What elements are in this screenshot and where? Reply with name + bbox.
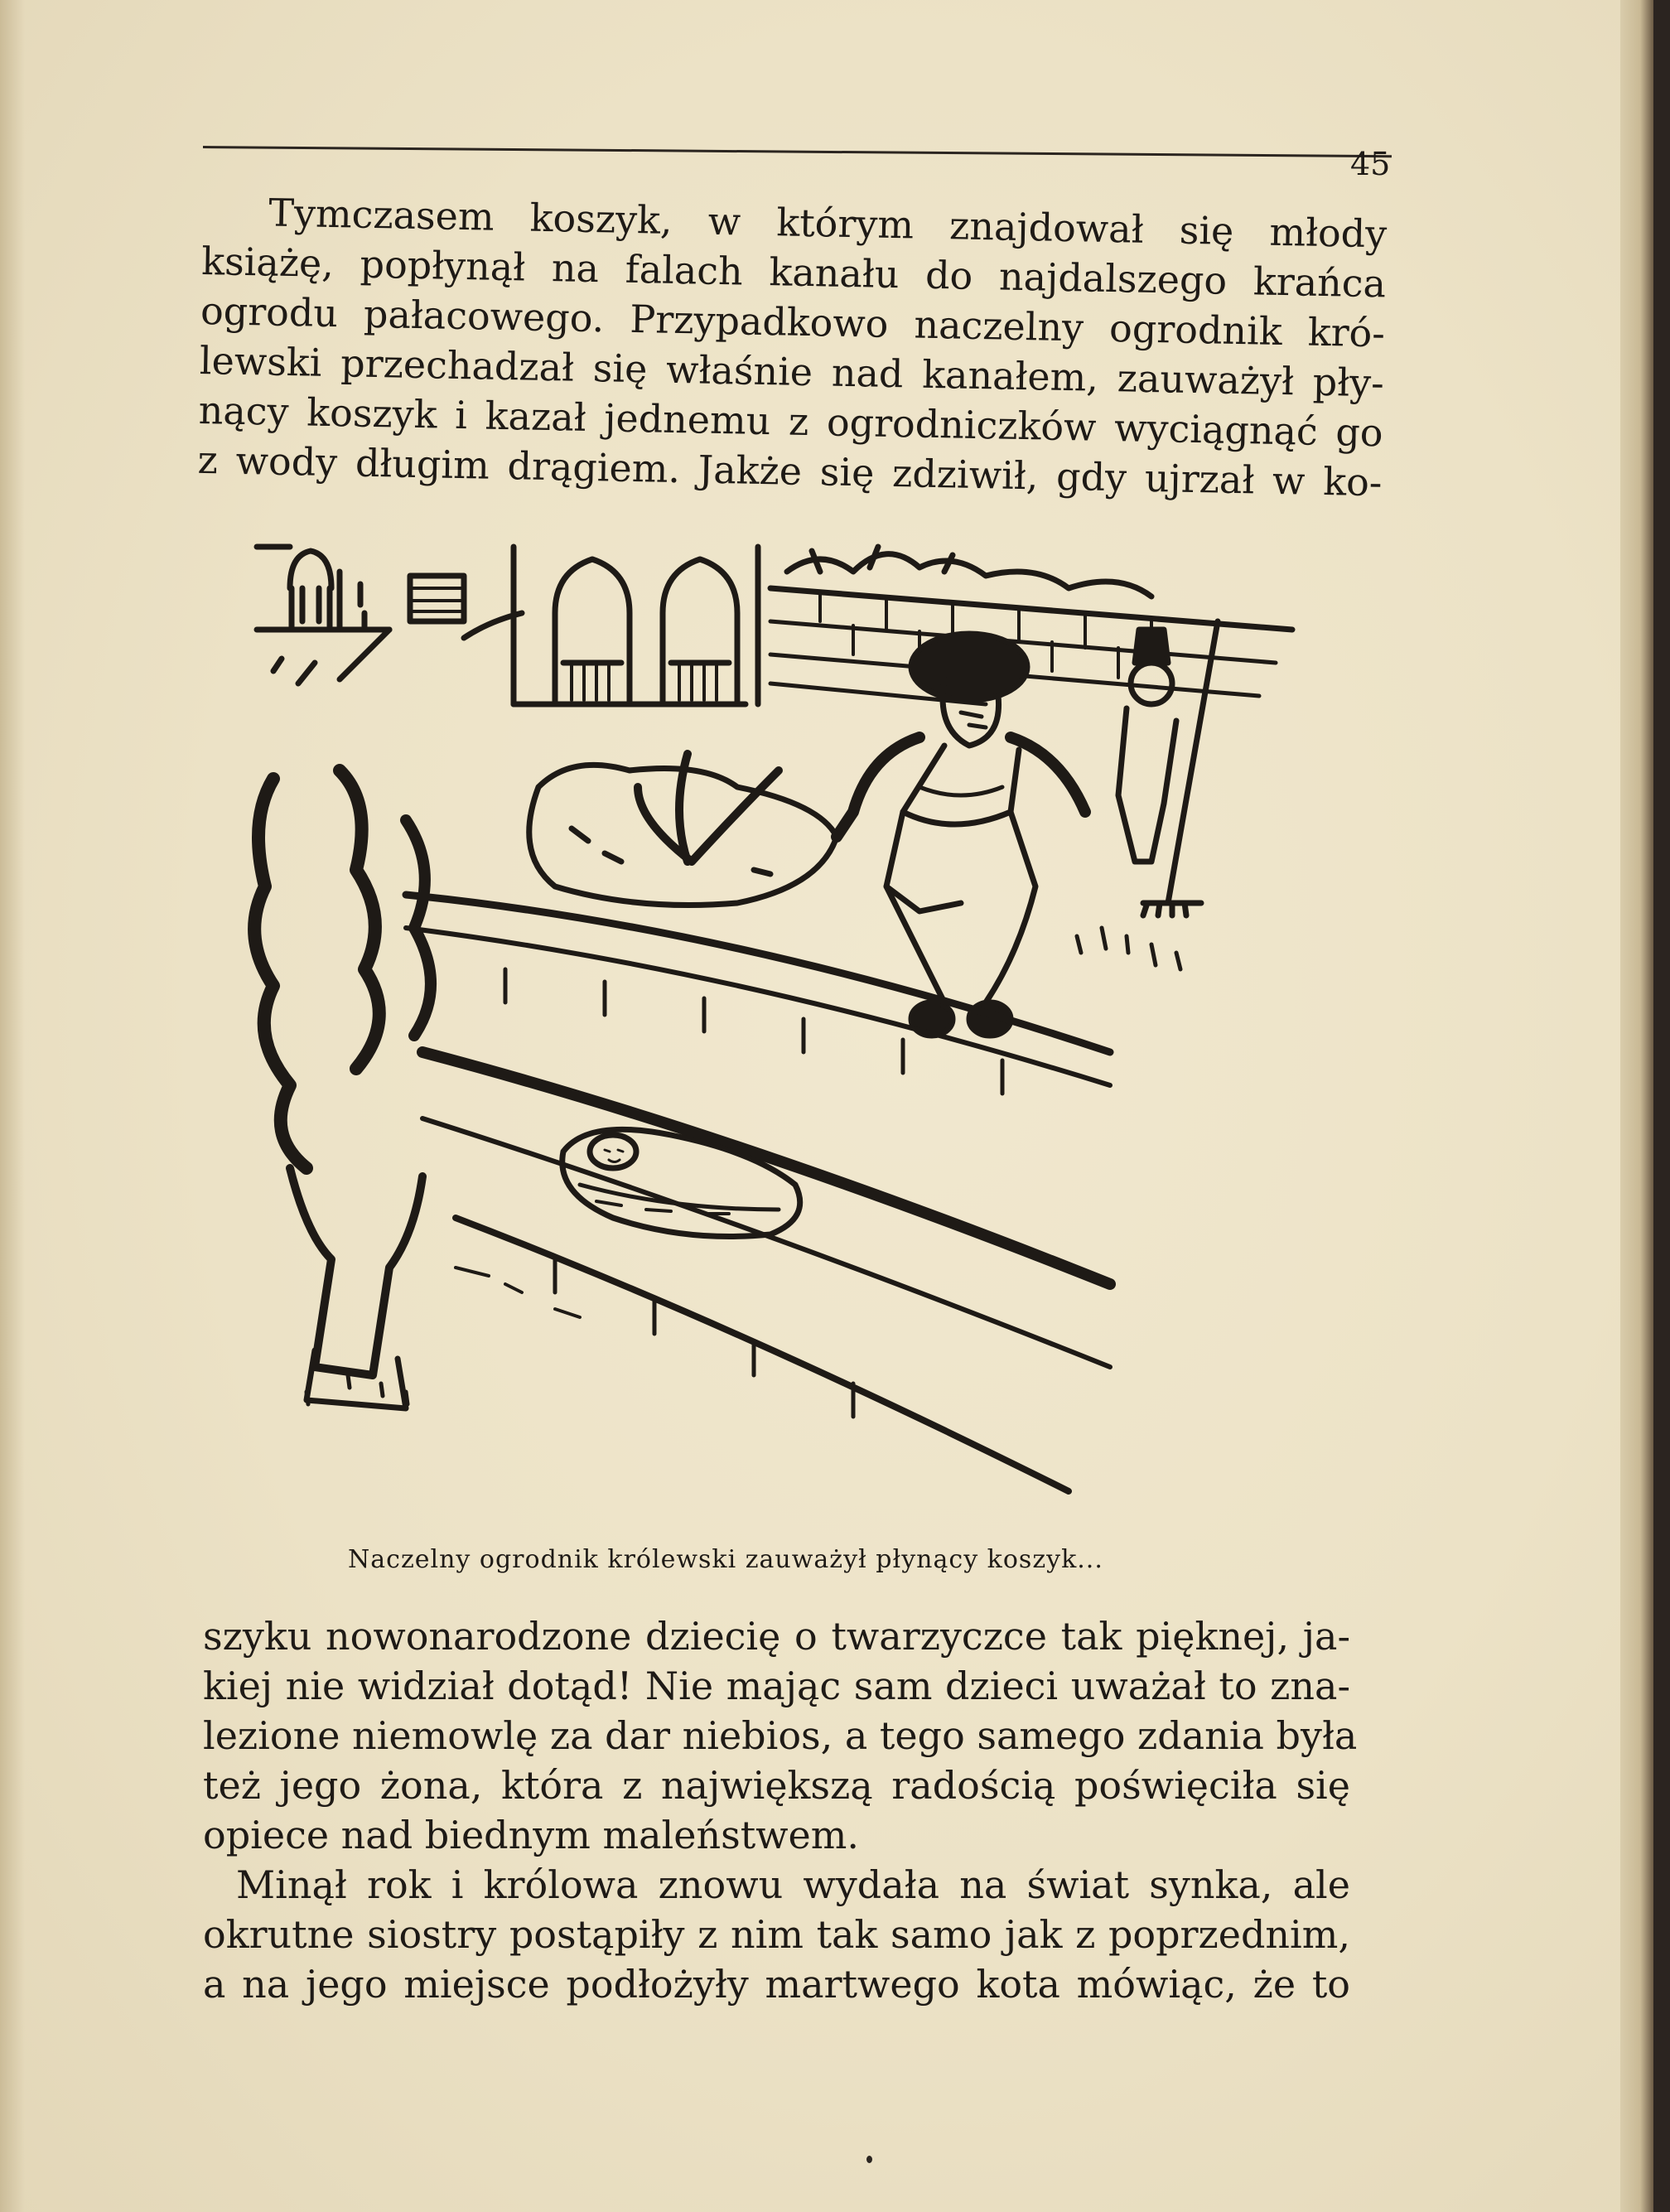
text-line: lewski przechadzał się właśnie nad kanałem, zauważył pły- (199, 337, 1385, 406)
text-line: Minął rok i królowa znowu wydała na świat synka, ale (236, 1862, 1350, 1907)
paragraph-bottom (203, 1611, 1358, 2009)
text-line: okrutne siostry postąpiły z nim tak samo jak z poprzednim, (203, 1912, 1350, 1957)
palace-buildings (257, 547, 522, 683)
text-line: kiej nie widział dotąd! Nie mając sam dzieci uważał to zna- (203, 1664, 1350, 1708)
text-line: też jego żona, która z największą radością poświęciła się (203, 1763, 1350, 1808)
text-line: ogrodu pałacowego. Przypadkowo naczelny ogrodnik kró- (200, 287, 1386, 356)
text-line: książę, popłynął na falach kanału do najdalszego krańca (200, 238, 1387, 307)
text-line: nący koszyk i kazał jednemu z ogrodniczków wyciągnąć go (198, 387, 1384, 456)
brick-wall (770, 547, 1292, 704)
page-number: 45 (1350, 146, 1391, 182)
basket (562, 1129, 800, 1236)
text-line: Tymczasem koszyk, w którym znajdował się młody (268, 190, 1388, 257)
arched-windows (514, 547, 758, 704)
flower-bed (529, 754, 837, 906)
text-line: a na jego miejsce podłożyły martwego kota mówiąc, że to (203, 1962, 1350, 2007)
ink-speck (866, 2156, 872, 2163)
text-line: z wody długim drągiem. Jakże się zdziwił, gdy ujrzał w ko- (197, 437, 1383, 505)
text-line: szyku nowonarodzone dziecię o twarzyczce tak pięknej, ja- (203, 1614, 1350, 1659)
page-edge (1620, 0, 1653, 2212)
potted-plant (254, 770, 431, 1408)
paragraph-top (197, 186, 1388, 507)
canal (406, 895, 1110, 1491)
illustration-caption: Naczelny ogrodnik królewski zauważył płynący koszyk... (348, 1545, 1103, 1574)
header-rule (203, 146, 1392, 157)
text-line: opiece nad biednym maleństwem. (203, 1813, 860, 1857)
page-gutter-shadow (0, 0, 25, 2212)
garden-canal-illustration (240, 539, 1325, 1516)
helper-figure (1118, 621, 1218, 915)
grass-marks (306, 928, 1180, 1404)
text-line: lezione niemowlę za dar niebios, a tego samego zdania była (203, 1713, 1358, 1758)
